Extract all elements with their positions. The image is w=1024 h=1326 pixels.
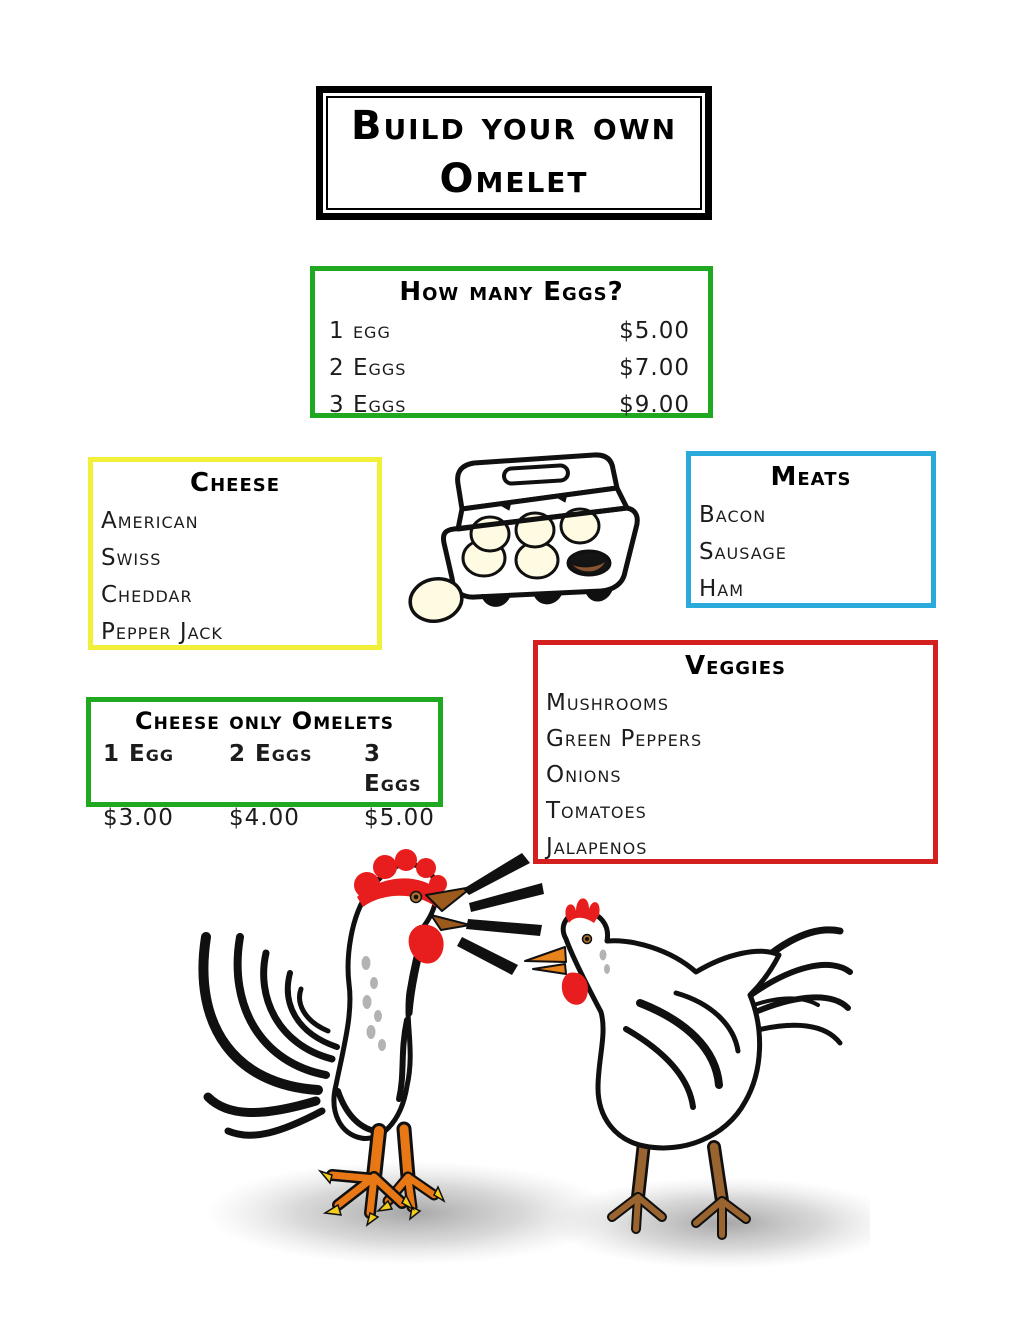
title-line-1: Build your own <box>350 103 678 150</box>
cheese-item: Cheddar <box>101 582 193 608</box>
size-label: 3 Eggs <box>364 741 422 797</box>
egg-count-label: 1 egg <box>329 318 391 344</box>
meats-options-box <box>686 451 936 608</box>
size-price: $4.00 <box>229 805 300 831</box>
meats-heading: Meats <box>770 462 852 492</box>
cheese-item: American <box>101 508 199 534</box>
egg-count-heading: How many Eggs? <box>399 277 624 307</box>
veggies-options-box <box>533 640 938 864</box>
size-price: $5.00 <box>364 805 435 831</box>
meat-item: Sausage <box>699 539 787 565</box>
title-line-2: Omelet <box>439 156 589 202</box>
rooster-and-hen-illustration <box>170 845 870 1275</box>
veggie-item: Tomatoes <box>546 798 647 824</box>
cheese-heading: Cheese <box>190 468 280 498</box>
price-row <box>329 355 690 381</box>
size-price: $3.00 <box>103 805 174 831</box>
cheese-item: Pepper Jack <box>101 619 223 645</box>
meat-item: Bacon <box>699 502 767 528</box>
crow-sound-rays <box>457 853 544 975</box>
ground-shadow <box>205 1161 870 1269</box>
veggie-item: Mushrooms <box>546 690 670 716</box>
price-row <box>329 318 690 344</box>
cheese-options-box <box>88 457 382 650</box>
cheese-only-omelets-box <box>86 697 443 831</box>
egg-count-price: $9.00 <box>619 392 690 418</box>
egg-count-label: 2 Eggs <box>329 355 407 381</box>
egg-count-price: $7.00 <box>619 355 690 381</box>
egg-count-label: 3 Eggs <box>329 392 407 418</box>
size-row <box>91 735 438 799</box>
title-inner-border <box>326 96 702 210</box>
size-label: 2 Eggs <box>229 741 313 767</box>
veggie-item: Jalapenos <box>546 834 648 860</box>
meat-item: Ham <box>699 576 745 602</box>
size-label: 1 Egg <box>103 741 174 767</box>
title-box <box>316 86 712 220</box>
egg-count-price-box <box>310 266 713 418</box>
price-row <box>91 799 438 833</box>
egg-count-price: $5.00 <box>619 318 690 344</box>
cheese-item: Swiss <box>101 545 162 571</box>
price-row <box>329 392 690 418</box>
veggie-item: Onions <box>546 762 622 788</box>
veggie-item: Green Peppers <box>546 726 703 752</box>
cheese-only-heading: Cheese only Omelets <box>134 707 395 735</box>
veggies-heading: Veggies <box>685 651 786 681</box>
egg-carton-illustration <box>398 442 663 632</box>
